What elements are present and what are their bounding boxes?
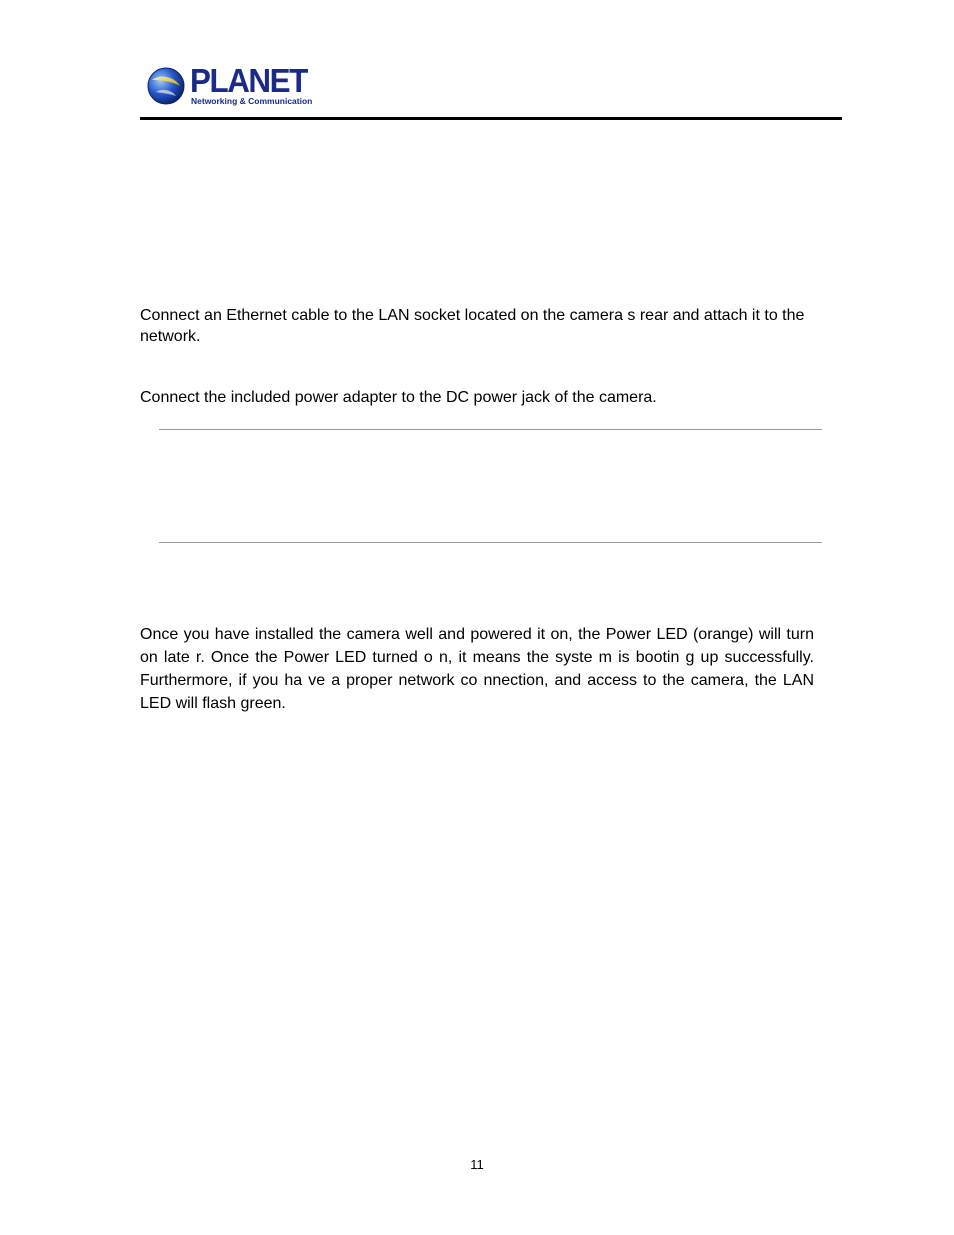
paragraph-ethernet: Connect an Ethernet cable to the LAN socket located on the camera s rear and attach it to the network. (140, 307, 805, 345)
page-number: 11 (470, 1157, 484, 1172)
header-divider (140, 117, 842, 120)
note-bottom-divider (159, 542, 822, 543)
planet-logo (146, 62, 313, 110)
paragraph-power-adapter: Connect the included power adapter to the DC power jack of the camera. (140, 389, 657, 406)
logo-wordmark: PLANET (190, 62, 307, 99)
logo-tagline: Networking & Communication (191, 96, 313, 106)
paragraph-led-status: Once you have installed the camera well and powered it on, the Power LED (orange) will turn on late r. Once the Power LED turned o n, it means the syste m is bootin g up successfully. Furthermore, if you ha ve a proper network co nnection, and access to the camera, the LAN LED will flash green. (140, 626, 814, 712)
note-top-divider (159, 429, 822, 430)
globe-icon (146, 66, 186, 106)
